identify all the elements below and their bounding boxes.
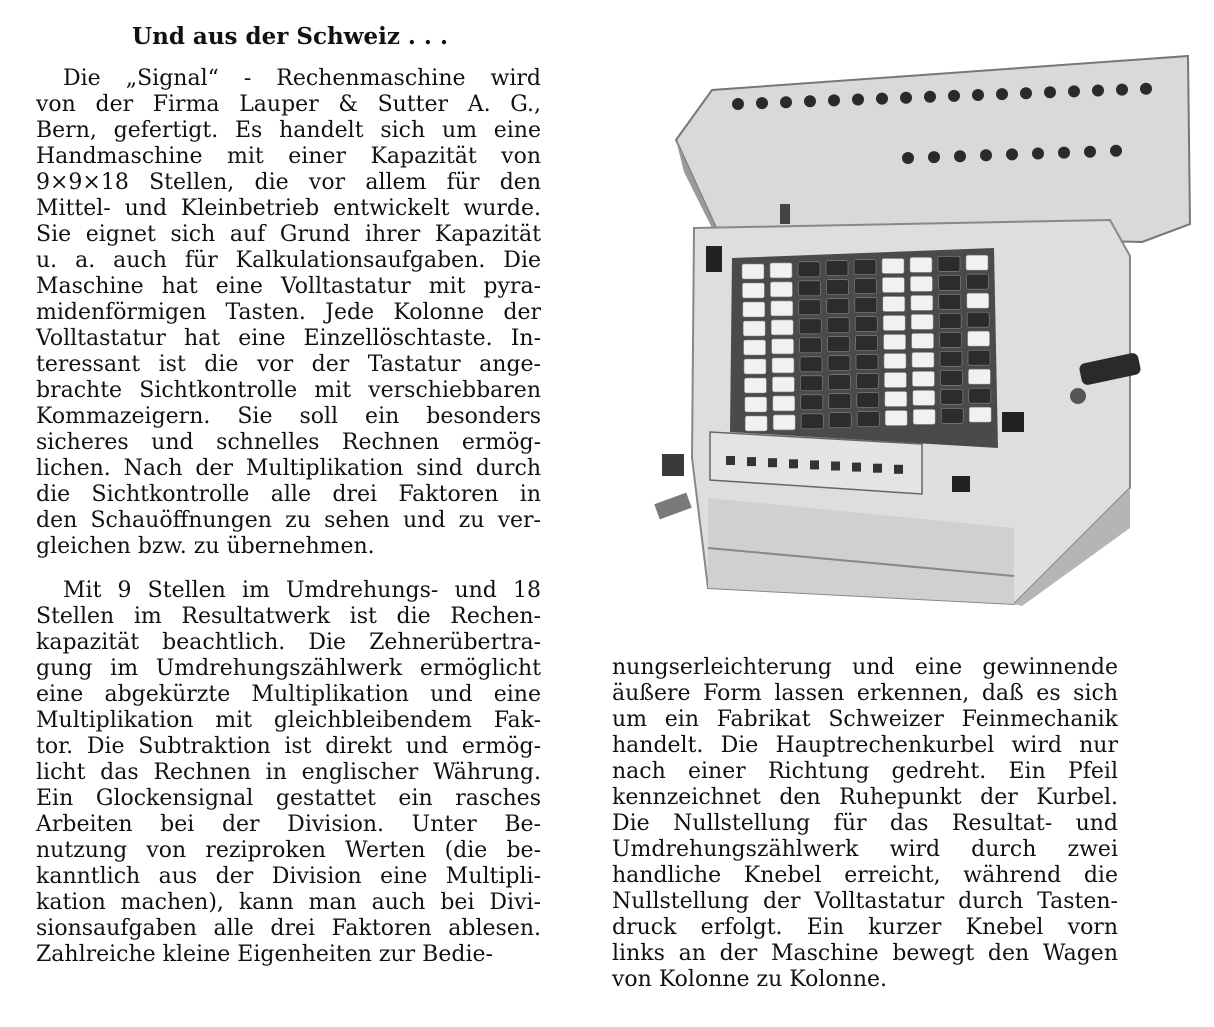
display-dial: [996, 88, 1008, 100]
display-dial: [780, 96, 792, 108]
keyboard-key: [912, 371, 934, 386]
keyboard-key: [912, 352, 934, 367]
display-dial: [924, 91, 936, 103]
text-line: Mit 9 Stellen im Umdrehungs- und 18: [63, 578, 541, 603]
keyboard-key: [910, 276, 932, 291]
display-dial: [972, 89, 984, 101]
keyboard-key: [938, 275, 960, 290]
keyboard-key: [939, 313, 961, 328]
keyboard-key: [966, 255, 988, 270]
text-line: Multiplikation mit gleichbleibendem Fak-: [36, 708, 541, 733]
keyboard-key: [744, 378, 766, 393]
text-line: die Sichtkontrolle alle drei Faktoren in: [36, 482, 541, 507]
text-line: handliche Knebel erreicht, während die: [612, 863, 1118, 888]
text-line: den Schauöffnungen zu sehen und zu ver-: [36, 508, 541, 533]
keyboard-key: [798, 281, 820, 296]
keyboard-key: [827, 299, 849, 314]
keyboard-key: [854, 279, 876, 294]
keyboard-key: [745, 397, 767, 412]
paragraph-1: [36, 66, 541, 560]
keyboard-key: [910, 257, 932, 272]
text-line: gleichen bzw. zu übernehmen.: [36, 534, 375, 559]
keyboard-key: [884, 354, 906, 369]
keyboard-key: [770, 282, 792, 297]
display-dial: [1032, 148, 1044, 160]
keyboard-key: [798, 262, 820, 277]
text-line: Sie eignet sich auf Grund ihrer Kapazität: [36, 222, 541, 247]
keyboard-key: [912, 333, 934, 348]
text-line: tor. Die Subtraktion ist direkt und ermög-: [36, 734, 541, 759]
keyboard-key: [969, 388, 991, 403]
keyboard-key: [855, 298, 877, 313]
text-line: um ein Fabrikat Schweizer Feinmechanik: [612, 707, 1118, 732]
keyboard-key: [968, 331, 990, 346]
display-dial: [1092, 85, 1104, 97]
text-line: von Kolonne zu Kolonne.: [612, 967, 888, 992]
text-line: Kommazeigern. Sie soll ein besonders: [36, 404, 541, 429]
keyboard-key: [772, 358, 794, 373]
sight-window: [852, 463, 861, 472]
keyboard-key: [744, 340, 766, 355]
display-dial: [852, 94, 864, 106]
text-line: Stellen im Resultatwerk ist die Rechen-: [36, 604, 541, 629]
keyboard-key: [771, 301, 793, 316]
text-line: nungserleichterung und eine gewinnende: [612, 655, 1118, 680]
text-line: Arbeiten bei der Division. Unter Be-: [36, 812, 541, 837]
display-dial: [1044, 86, 1056, 98]
text-line: kanntlich aus der Division eine Multipli-: [36, 864, 541, 889]
keyboard-key: [800, 338, 822, 353]
text-line: 9×9×18 Stellen, die vor allem für den: [36, 170, 541, 195]
lever-knob: [706, 246, 722, 272]
keyboard-key: [882, 259, 904, 274]
keyboard-key: [743, 302, 765, 317]
text-line: sionsaufgaben alle drei Faktoren ablesen.: [36, 916, 541, 941]
sight-window: [831, 462, 840, 471]
keyboard-key: [883, 316, 905, 331]
display-dial: [928, 151, 940, 163]
text-line: handelt. Die Hauptrechenkurbel wird nur: [612, 733, 1118, 758]
text-line: teressant ist die vor der Tastatur ange-: [36, 352, 541, 377]
display-dial: [1068, 85, 1080, 97]
text-line: Handmaschine mit einer Kapazität von: [36, 144, 541, 169]
text-line: Maschine hat eine Volltastatur mit pyra-: [36, 274, 541, 299]
keyboard-key: [743, 321, 765, 336]
display-dial: [1084, 146, 1096, 158]
keyboard-key: [911, 295, 933, 310]
display-dial: [1116, 84, 1128, 96]
text-line: kapazität beachtlich. Die Zehnerübertra-: [36, 630, 541, 655]
keyboard-key: [799, 319, 821, 334]
keyboard-key: [966, 274, 988, 289]
keyboard-key: [745, 416, 767, 431]
keyboard-key: [800, 376, 822, 391]
paragraph-3: [612, 655, 1118, 993]
text-line: nach einer Richtung gedreht. Ein Pfeil: [612, 759, 1118, 784]
text-line: Die Nullstellung für das Resultat- und: [612, 811, 1118, 836]
keyboard-key: [911, 314, 933, 329]
keyboard-key: [828, 337, 850, 352]
text-line: midenförmigen Tasten. Jede Kolonne der: [36, 300, 541, 325]
sight-window: [768, 458, 777, 467]
text-line: Mittel- und Kleinbetrieb entwickelt wurde.: [36, 196, 541, 221]
display-dial: [900, 92, 912, 104]
keyboard-key: [913, 390, 935, 405]
keyboard-key: [968, 350, 990, 365]
keyboard-key: [885, 392, 907, 407]
keyboard-key: [884, 335, 906, 350]
text-line: Zahlreiche kleine Eigenheiten zur Bedie-: [36, 942, 493, 967]
keyboard-key: [885, 411, 907, 426]
display-dial: [1140, 83, 1152, 95]
text-line: lichen. Nach der Multiplikation sind durch: [36, 456, 541, 481]
keyboard-key: [938, 256, 960, 271]
keyboard-key: [799, 300, 821, 315]
keyboard-key: [856, 374, 878, 389]
display-dial: [876, 93, 888, 105]
keyboard-key: [856, 336, 878, 351]
text-line: u. a. auch für Kalkulationsaufgaben. Die: [36, 248, 541, 273]
display-dial: [804, 95, 816, 107]
text-line: Ein Glockensignal gestattet ein rasches: [36, 786, 541, 811]
keyboard-key: [742, 264, 764, 279]
keyboard-key: [801, 414, 823, 429]
keyboard-key: [742, 283, 764, 298]
keyboard-key: [940, 332, 962, 347]
text-line: Die „Signal“ - Rechenmaschine wird: [63, 66, 541, 91]
keyboard-key: [854, 260, 876, 275]
text-line: nutzung von reziproken Werten (die be-: [36, 838, 541, 863]
keyboard-key: [883, 297, 905, 312]
text-line: kennzeichnet den Ruhepunkt der Kurbel.: [612, 785, 1118, 810]
keyboard-key: [771, 320, 793, 335]
display-dial: [1020, 87, 1032, 99]
keyboard-key: [940, 351, 962, 366]
keyboard-key: [855, 317, 877, 332]
keyboard-key: [826, 280, 848, 295]
keyboard-key: [913, 409, 935, 424]
display-dial: [954, 150, 966, 162]
keyboard-key: [969, 407, 991, 422]
text-line: Volltastatur hat eine Einzellöschtaste. In-: [36, 326, 541, 351]
keyboard-key: [857, 412, 879, 427]
text-line: Bern, gefertigt. Es handelt sich um eine: [36, 118, 541, 143]
text-line: Nullstellung der Volltastatur durch Tasten-: [612, 889, 1118, 914]
text-line: licht das Rechnen in englischer Währung.: [36, 760, 541, 785]
keyboard-key: [770, 263, 792, 278]
paragraph-2: [36, 578, 541, 968]
keyboard-key: [773, 415, 795, 430]
text-line: gung im Umdrehungszählwerk ermöglicht: [36, 656, 541, 681]
keyboard-key: [941, 408, 963, 423]
keyboard-key: [827, 318, 849, 333]
calculating-machine-photo: [610, 28, 1194, 606]
sight-window: [873, 464, 882, 473]
keyboard-key: [773, 396, 795, 411]
sight-window: [894, 465, 903, 474]
keyboard-key: [829, 413, 851, 428]
lever-knob: [662, 454, 684, 476]
text-line: sicheres und schnelles Rechnen ermög-: [36, 430, 541, 455]
display-dial: [1110, 145, 1122, 157]
display-dial: [756, 97, 768, 109]
display-dial: [948, 90, 960, 102]
sight-window: [747, 457, 756, 466]
text-line: links an der Maschine bewegt den Wagen: [612, 941, 1118, 966]
display-dial: [732, 98, 744, 110]
keyboard-key: [828, 375, 850, 390]
display-dial: [1006, 148, 1018, 160]
keyboard-key: [857, 393, 879, 408]
keyboard-key: [800, 357, 822, 372]
display-dial: [1058, 147, 1070, 159]
display-dial: [828, 94, 840, 106]
keyboard-key: [941, 389, 963, 404]
keyboard-key: [940, 370, 962, 385]
sight-window: [810, 460, 819, 469]
keyboard-key: [772, 377, 794, 392]
keyboard-key: [967, 293, 989, 308]
sight-window: [726, 456, 735, 465]
text-line: Umdrehungszählwerk wird durch zwei: [612, 837, 1118, 862]
text-line: druck erfolgt. Ein kurzer Knebel vorn: [612, 915, 1118, 940]
keyboard-key: [801, 395, 823, 410]
keyboard-key: [829, 394, 851, 409]
text-line: eine abgekürzte Multiplikation und eine: [36, 682, 541, 707]
text-line: kation machen), kann man auch bei Divi-: [36, 890, 541, 915]
article-heading: Und aus der Schweiz . . .: [132, 23, 448, 50]
keyboard-key: [882, 278, 904, 293]
text-line: brachte Sichtkontrolle mit verschiebbaren: [36, 378, 541, 403]
sight-window: [789, 459, 798, 468]
keyboard-key: [967, 312, 989, 327]
keyboard-key: [884, 373, 906, 388]
keyboard-key: [828, 356, 850, 371]
display-dial: [980, 149, 992, 161]
keyboard-key: [968, 369, 990, 384]
display-dial: [902, 152, 914, 164]
keyboard-key: [772, 339, 794, 354]
keyboard-key: [856, 355, 878, 370]
keyboard-key: [826, 261, 848, 276]
text-line: von der Firma Lauper & Sutter A. G.,: [36, 92, 541, 117]
text-line: äußere Form lassen erkennen, daß es sich: [612, 681, 1118, 706]
keyboard-key: [744, 359, 766, 374]
keyboard-key: [939, 294, 961, 309]
